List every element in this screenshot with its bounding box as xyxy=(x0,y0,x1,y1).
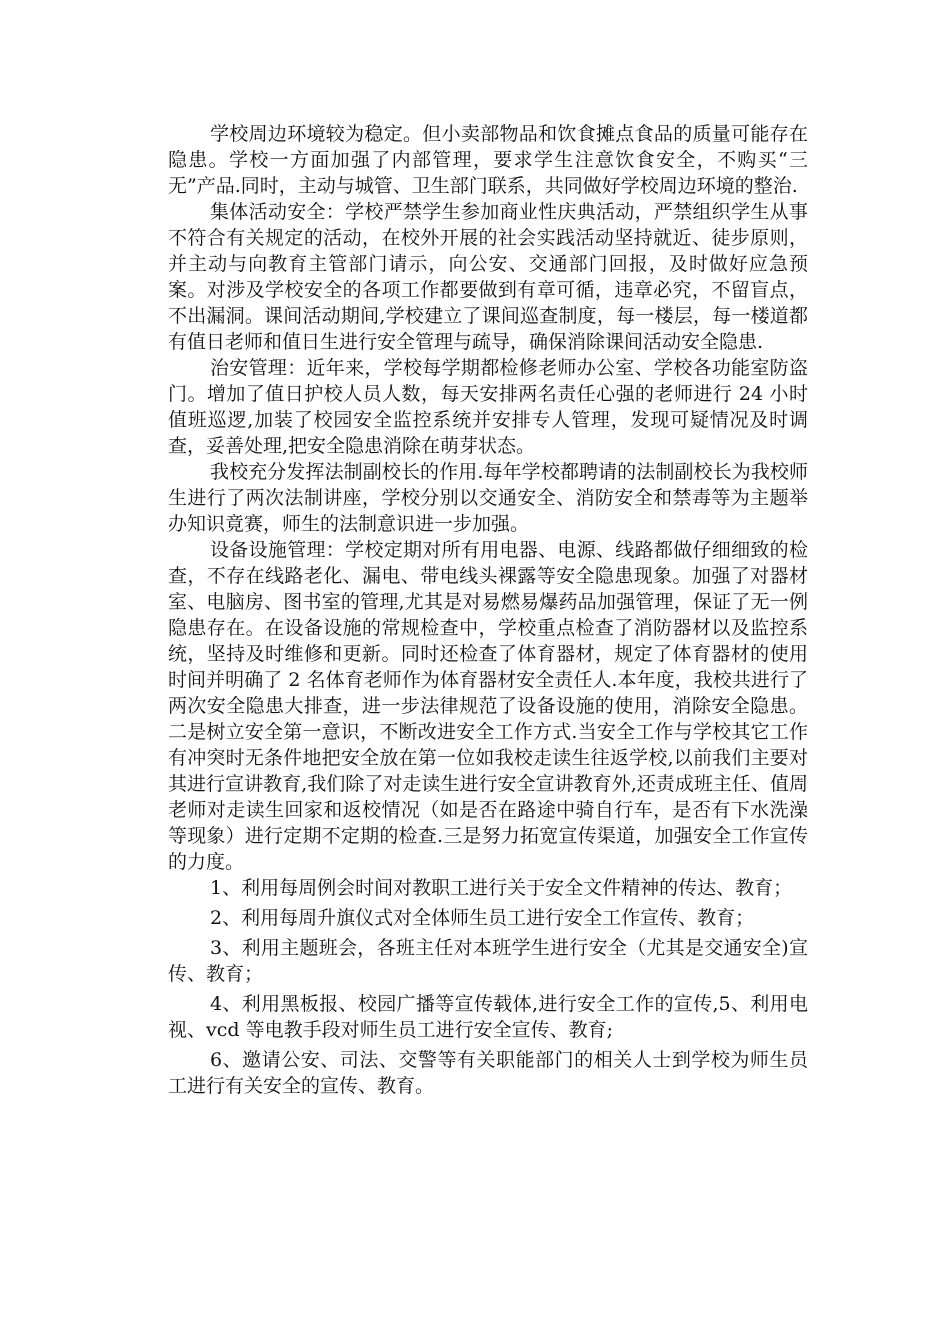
paragraph-campus-surroundings: 学校周边环境较为稳定。但小卖部物品和饮食摊点食品的质量可能存在隐患。学校一方面加强了内部管理，要求学生注意饮食安全，不购买“三无”产品.同时，主动与城管、卫生部门联系，共同做好学校周边环境的整治. xyxy=(168,123,808,197)
list-item: 4、利用黑板报、校园广播等宣传载体,进行安全工作的宣传,5、利用电视、vcd 等电教手段对师生员工进行安全宣传、教育; xyxy=(168,993,808,1041)
paragraph-legal-vice-principal: 我校充分发挥法制副校长的作用.每年学校都聘请的法制副校长为我校师生进行了两次法制讲座，学校分别以交通安全、消防安全和禁毒等为主题举办知识竟赛，师生的法制意识进一步加强。 xyxy=(168,461,808,535)
paragraph-equipment-management: 设备设施管理：学校定期对所有用电器、电源、线路都做仔细细致的检查，不存在线路老化、漏电、带电线头裸露等安全隐患现象。加强了对器材室、电脑房、图书室的管理,尤其是对易燃易爆药品加强管理，保证了无一例隐患存在。在设备设施的常规检查中，学校重点检查了消防器材以及监控系统，坚持及时维修和更新。同时还检查了体育器材，规定了体育器材的使用时间并明确了 2 名体育老师作为体育器材安全责任人.本年度，我校共进行了两次安全隐患大排查，进一步法律规范了设备设施的使用，消除安全隐患。二是树立安全第一意识，不断改进安全工作方式.当安全工作与学校其它工作有冲突时无条件地把安全放在第一位如我校走读生往返学校,以前我们主要对其进行宣讲教育,我们除了对走读生进行安全宣讲教育外,还责成班主任、值周老师对走读生回家和返校情况（如是否在路途中骑自行车，是否有下水洗澡等现象）进行定期不定期的检查.三是努力拓宽宣传渠道，加强安全工作宣传的力度。 xyxy=(168,539,808,873)
list-item: 2、利用每周升旗仪式对全体师生员工进行安全工作宣传、教育； xyxy=(210,907,755,929)
list-item: 3、利用主题班会，各班主任对本班学生进行安全（尤其是交通安全)宣传、教育； xyxy=(168,937,808,985)
paragraph-group-activity-safety: 集体活动安全：学校严禁学生参加商业性庆典活动，严禁组织学生从事不符合有关规定的活动，在校外开展的社会实践活动坚持就近、徒步原则，并主动与向教育主管部门请示，向公安、交通部门回报，及时做好应急预案。对涉及学校安全的各项工作都要做到有章可循，违章必究，不留盲点，不出漏洞。课间活动期间,学校建立了课间巡查制度，每一楼层，每一楼道都有值日老师和值日生进行安全管理与疏导，确保消除课间活动安全隐患. xyxy=(168,201,808,353)
list-item: 1、利用每周例会时间对教职工进行关于安全文件精神的传达、教育； xyxy=(210,877,793,899)
paragraph-security-management: 治安管理：近年来，学校每学期都检修老师办公室、学校各功能室防盗门。增加了值日护校人员人数，每天安排两名责任心强的老师进行 24 小时值班巡逻,加装了校园安全监控系统并安排专人管理，发现可疑情况及时调查，妥善处理,把安全隐患消除在萌芽状态。 xyxy=(168,357,808,457)
list-item: 6、邀请公安、司法、交警等有关职能部门的相关人士到学校为师生员工进行有关安全的宣传、教育。 xyxy=(168,1049,808,1097)
document-body xyxy=(168,121,808,1103)
